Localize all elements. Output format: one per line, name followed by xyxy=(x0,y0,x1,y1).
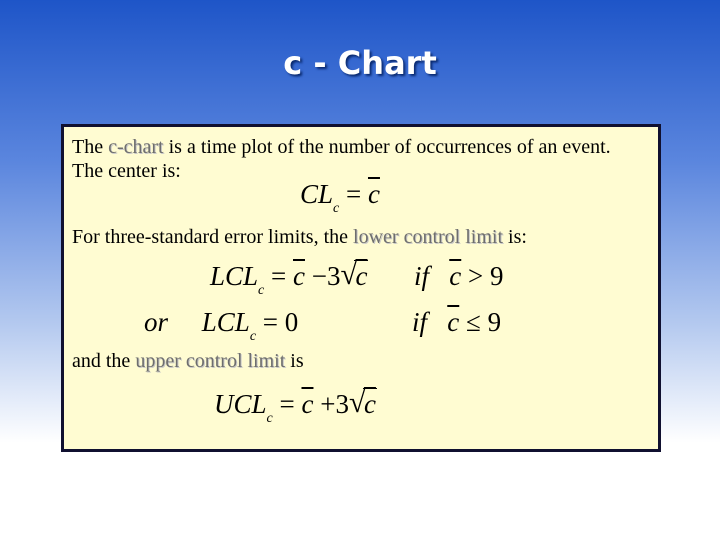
lcl1-cmp: > xyxy=(468,261,484,291)
content-panel xyxy=(61,124,661,452)
lcl1-eq: = xyxy=(271,261,287,291)
sqrt-symbol: √ c xyxy=(348,386,376,419)
lcl2-nine: 9 xyxy=(487,307,502,337)
center-cbar: $\overline{c}$ xyxy=(367,179,380,209)
lcl2-lhs: LCL xyxy=(201,307,250,337)
lower-control-limit-term: lower control limit xyxy=(353,226,504,248)
center-eq: = xyxy=(346,179,362,209)
ucl-three: 3 xyxy=(335,389,349,419)
upper-text-start: and the xyxy=(72,350,136,372)
lower-text-start: For three-standard error limits, the xyxy=(72,226,354,248)
lcl2-cmp: ≤ xyxy=(466,307,481,337)
lcl-formula-1 xyxy=(210,258,368,298)
lcl2-if: if xyxy=(412,307,428,337)
or-label: or xyxy=(144,307,169,337)
slide-title: c - Chart xyxy=(283,44,437,82)
center-line-formula xyxy=(300,179,380,216)
intro-paragraph xyxy=(72,135,632,183)
lcl1-cond-cbar: $\overline{c}$ xyxy=(449,261,462,291)
lcl1-sub: c xyxy=(258,283,265,298)
ucl-formula xyxy=(214,386,377,426)
lcl2-sub: c xyxy=(249,329,257,344)
lower-text-end: is: xyxy=(503,226,527,248)
upper-control-limit-term: upper control limit xyxy=(135,350,286,372)
lcl-formula-2 xyxy=(144,307,299,344)
ucl-plus: + xyxy=(320,389,336,419)
lcl1-if: if xyxy=(414,261,430,291)
ucl-sqrt-cbar: c xyxy=(363,389,376,419)
lcl2-cond-cbar: $\overline{c}$ xyxy=(447,307,460,337)
lcl1-sqrt-cbar: c xyxy=(355,261,368,291)
upper-limit-paragraph xyxy=(72,349,652,373)
ucl-sub: c xyxy=(266,411,273,426)
ucl-eq: = xyxy=(279,389,295,419)
c-chart-term: c-chart xyxy=(108,136,164,158)
lcl1-three: 3 xyxy=(326,261,341,291)
lower-limit-paragraph xyxy=(72,225,652,249)
intro-text-start: The xyxy=(72,136,109,158)
lcl-condition-2 xyxy=(412,307,501,338)
center-lhs: CL xyxy=(300,179,334,209)
center-sub: c xyxy=(333,201,340,216)
intro-text-end: is a time plot of the number of occurrences of an event. The center is: xyxy=(72,136,611,182)
lcl2-eq: = xyxy=(262,307,279,337)
ucl-lhs: UCL xyxy=(214,389,267,419)
lcl2-zero: 0 xyxy=(284,307,299,337)
lcl-condition-1 xyxy=(414,261,503,292)
sqrt-symbol: √ c xyxy=(340,258,368,291)
ucl-cbar: $\overline{c}$ xyxy=(301,389,314,419)
lcl1-minus: − xyxy=(311,261,327,291)
upper-text-end: is xyxy=(285,350,304,372)
lcl1-nine: 9 xyxy=(489,261,504,291)
lcl1-lhs: LCL xyxy=(210,261,259,291)
lcl1-cbar: $\overline{c}$ xyxy=(293,261,305,291)
